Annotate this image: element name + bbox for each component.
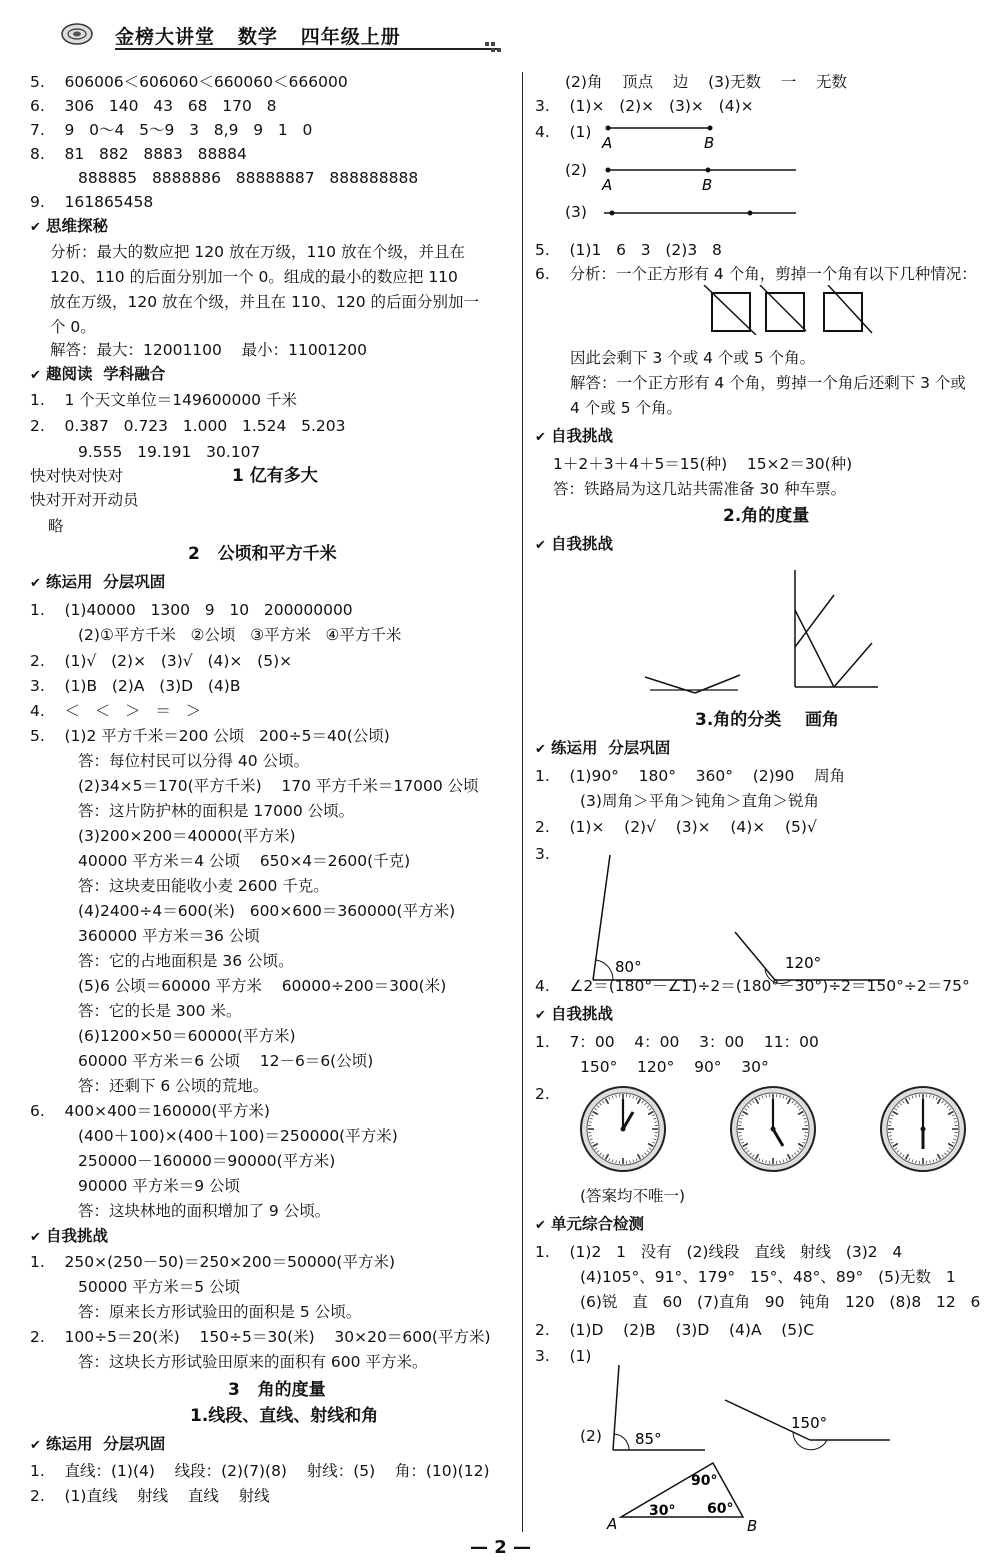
line-text: 5. 606006＜606060＜660060＜666000 [30, 73, 348, 91]
line-text: 3. [535, 845, 550, 863]
clock-face [731, 1087, 815, 1171]
angle-challenge-figure [640, 565, 880, 695]
line-text: 40000 平方米＝4 公顷 650×4＝2600(千克) [78, 852, 411, 870]
answer-line [78, 951, 294, 971]
answer-line [30, 1486, 270, 1506]
header-decor [485, 42, 489, 46]
angle-arc [596, 960, 613, 980]
line-text: (2)角 顶点 边 (3)无数 一 无数 [565, 73, 847, 91]
line-text: 解答：最大：12001100 最小：11001200 [50, 341, 367, 359]
section-heading [535, 738, 670, 760]
line-text: 练运用 分层巩固 [46, 573, 166, 591]
line-text: 自我挑战 [551, 1005, 614, 1023]
section-heading [30, 364, 165, 386]
section-heading [535, 534, 613, 556]
line-text: 2 公顷和平方千米 [188, 544, 337, 564]
header-decor [491, 42, 495, 46]
answer-line [78, 1277, 240, 1297]
section-heading [30, 216, 108, 238]
angle-side [735, 932, 775, 980]
check-pencil-icon: ✔ [535, 1218, 546, 1233]
cut-squares-figure [700, 285, 880, 335]
label-b: B [702, 176, 713, 194]
line-text: 答：每位村民可以分得 40 公顷。 [78, 752, 310, 770]
line-text: 5. (1)2 平方千米＝200 公顷 200÷5＝40(公顷) [30, 727, 390, 745]
answer-line [535, 96, 754, 116]
answer-line [78, 1302, 361, 1322]
answer-line [30, 1327, 491, 1347]
column-divider [522, 72, 523, 1532]
answer-line [50, 340, 367, 360]
answer-line [565, 202, 587, 222]
answer-line [30, 1252, 395, 1272]
line-figure [600, 205, 800, 221]
line-text: 略 [48, 517, 64, 535]
line-text: 1.线段、直线、射线和角 [190, 1406, 379, 1426]
answer-line [78, 1051, 373, 1071]
line-text: (5)6 公顷＝60000 平方米 60000÷200＝300(米) [78, 977, 447, 995]
label-b: B [704, 134, 715, 152]
line-text: 2. (1)× (2)√ (3)× (4)× (5)√ [535, 818, 817, 836]
line-text: 思维探秘 [46, 217, 109, 235]
line-text: 5. (1)1 6 3 (2)3 8 [535, 241, 722, 259]
section-title [228, 1380, 326, 1400]
point-b [708, 126, 713, 131]
line-text: 6. 分析：一个正方形有 4 个角，剪掉一个角有以下几种情况： [535, 265, 977, 283]
section-title [695, 710, 839, 730]
answer-line [580, 1057, 769, 1077]
section-heading [535, 1004, 613, 1026]
section-title [190, 1406, 378, 1426]
ray-ab-figure [600, 160, 800, 196]
line-text: (答案均不唯一) [580, 1187, 686, 1205]
line-text: 1 亿有多大 [232, 466, 318, 486]
line-text: 6. 306 140 43 68 170 8 [30, 97, 277, 115]
square [824, 293, 862, 331]
line-text: 250000－160000＝90000(平方米) [78, 1152, 336, 1170]
section-heading [535, 426, 613, 448]
answer-line [580, 1186, 685, 1206]
line-text: 答：它的占地面积是 36 公顷。 [78, 952, 294, 970]
line-text: 2. (1)直线 射线 直线 射线 [30, 1487, 270, 1505]
check-pencil-icon: ✔ [535, 430, 546, 445]
section-title [232, 466, 318, 486]
answer-line [580, 1426, 602, 1446]
answer-line [30, 192, 153, 212]
line-text: 2. [535, 1085, 550, 1103]
answer-line [78, 1201, 330, 1221]
answer-line [30, 1101, 270, 1121]
clock-face [581, 1087, 665, 1171]
line-text: 答：这片防护林的面积是 17000 公顷。 [78, 802, 355, 820]
answer-line [535, 844, 550, 864]
line-text: 3. (1)× (2)× (3)× (4)× [535, 97, 754, 115]
line-text: 自我挑战 [46, 1227, 109, 1245]
section-heading [535, 1214, 644, 1236]
answer-line [30, 490, 139, 510]
answer-line [78, 625, 401, 645]
answer-line [48, 516, 64, 536]
line-text: 360000 平方米＝36 公顷 [78, 927, 260, 945]
answer-line [30, 651, 292, 671]
angle-80-label: 80° [615, 958, 642, 976]
answer-line [565, 72, 847, 92]
check-pencil-icon: ✔ [535, 1008, 546, 1023]
answer-line [78, 876, 329, 896]
check-pencil-icon: ✔ [30, 1438, 41, 1453]
line-text: 1. (1)40000 1300 9 10 200000000 [30, 601, 353, 619]
line-text: 答：原来长方形试验田的面积是 5 公顷。 [78, 1303, 362, 1321]
line-text: 答：还剩下 6 公顷的荒地。 [78, 1077, 269, 1095]
line-text: 分析：最大的数应把 120 放在万级，110 放在个级，并且在 [50, 243, 465, 261]
line-text: (2)34×5＝170(平方千米) 170 平方千米＝17000 公顷 [78, 777, 479, 795]
vertex-a: A [607, 1515, 618, 1533]
answer-line [78, 851, 410, 871]
line-text: 4. ＜ ＜ ＞ ＝ ＞ [30, 702, 202, 720]
angle-90-label: 90° [691, 1473, 718, 1489]
line-text: 放在万级，120 放在个级，并且在 110、120 的后面分别加一 [50, 293, 480, 311]
line-text: 2. (1)√ (2)× (3)√ (4)× (5)× [30, 652, 293, 670]
answer-line [78, 926, 260, 946]
check-pencil-icon: ✔ [535, 538, 546, 553]
line-text: (2) [565, 161, 587, 179]
answer-line [50, 267, 458, 287]
answer-line [535, 1346, 591, 1366]
line-text: 1. (1)2 1 没有 (2)线段 直线 射线 (3)2 4 [535, 1243, 903, 1261]
line-text: 单元综合检测 [551, 1215, 645, 1233]
answer-line [30, 726, 390, 746]
line-text: 快对快对快对 [30, 467, 124, 485]
check-pencil-icon: ✔ [30, 1230, 41, 1245]
line-text: (6)1200×50＝60000(平方米) [78, 1027, 296, 1045]
triangle-figure [605, 1455, 765, 1535]
line-text: 答：这块长方形试验田原来的面积有 600 平方米。 [78, 1353, 428, 1371]
answer-line [78, 826, 296, 846]
answer-line [50, 317, 96, 337]
answer-line [535, 1242, 902, 1262]
answer-line [553, 479, 846, 499]
angle-120-label: 120° [785, 954, 822, 972]
answer-line [30, 144, 247, 164]
section-heading [30, 1434, 165, 1456]
label-a: A [602, 134, 613, 152]
answer-line [30, 1461, 490, 1481]
line-text: 1. 250×(250－50)＝250×200＝50000(平方米) [30, 1253, 396, 1271]
line-text: 120、110 的后面分别加一个 0。组成的最小的数应把 110 [50, 268, 458, 286]
header-decor [491, 48, 495, 52]
square [766, 293, 804, 331]
angle-60-label: 60° [707, 1501, 734, 1517]
page-header [60, 18, 500, 52]
globe-logo-icon [60, 22, 94, 46]
ray [834, 643, 872, 687]
answer-line [580, 791, 819, 811]
answer-line [78, 776, 479, 796]
answer-line [570, 398, 682, 418]
answer-line [30, 416, 346, 436]
line-text: 答：铁路局为这几站共需准备 30 种车票。 [553, 480, 847, 498]
line-text: 50000 平方米＝5 公顷 [78, 1278, 241, 1296]
answer-line [30, 701, 201, 721]
line-text: 2. 100÷5＝20(米) 150÷5＝30(米) 30×20＝600(平方米) [30, 1328, 491, 1346]
answer-line [535, 766, 845, 786]
section-heading [30, 572, 165, 594]
answer-line [78, 801, 354, 821]
answer-line [30, 390, 297, 410]
answer-line [78, 1352, 427, 1372]
answer-line [30, 600, 353, 620]
line-text: 3.角的分类 画角 [695, 710, 839, 730]
line-text: 2.角的度量 [723, 506, 810, 526]
line-text: 自我挑战 [551, 535, 614, 553]
answer-line [78, 1151, 335, 1171]
line-text: (3)200×200＝40000(平方米) [78, 827, 296, 845]
answer-line [535, 1032, 819, 1052]
line-text: 练运用 分层巩固 [551, 739, 671, 757]
answer-line [535, 240, 722, 260]
answer-line [565, 160, 587, 180]
line-text: 个 0。 [50, 318, 96, 336]
answer-line [78, 751, 309, 771]
answer-line [78, 1076, 268, 1096]
line-text: (6)锐 直 60 (7)直角 90 钝角 120 (8)8 12 6 [580, 1293, 981, 1311]
answer-line [78, 442, 260, 462]
label-a: A [602, 176, 613, 194]
check-pencil-icon: ✔ [535, 742, 546, 757]
answer-line [570, 348, 815, 368]
angle-side [613, 1365, 619, 1450]
line-text: 3. (1) [535, 1347, 592, 1365]
answer-line [78, 1001, 241, 1021]
line-text: 解答：一个正方形有 4 个角，剪掉一个角后还剩下 3 个或 [570, 374, 966, 392]
section-title [188, 544, 337, 564]
line-text: (4)2400÷4＝600(米) 600×600＝360000(平方米) [78, 902, 456, 920]
check-pencil-icon: ✔ [30, 576, 41, 591]
line-text: 答：这块麦田能收小麦 2600 千克。 [78, 877, 329, 895]
answer-line [30, 466, 123, 486]
point-a [606, 126, 611, 131]
line-text: 答：这块林地的面积增加了 9 公顷。 [78, 1202, 331, 1220]
line-text: 2. 0.387 0.723 1.000 1.524 5.203 [30, 417, 346, 435]
line-text: (2) [580, 1427, 602, 1445]
section-title [723, 506, 809, 526]
test-angles-figure [605, 1360, 895, 1455]
line-text: (4)105°、91°、179° 15°、48°、89° (5)无数 1 [580, 1268, 956, 1286]
answer-line [30, 72, 348, 92]
line-text: 1. 1 个天文单位＝149600000 千米 [30, 391, 297, 409]
line-text: 8. 81 882 8883 88884 [30, 145, 247, 163]
answer-line [553, 454, 852, 474]
point [748, 211, 753, 216]
answer-line [78, 901, 455, 921]
angle-arc [614, 1434, 629, 1450]
line-text: 6. 400×400＝160000(平方米) [30, 1102, 270, 1120]
answer-line [78, 976, 446, 996]
answer-line [535, 817, 817, 837]
header-decor [497, 48, 501, 52]
line-text: 9.555 19.191 30.107 [78, 443, 261, 461]
line-text: 1. 7：00 4：00 3：00 11：00 [535, 1033, 819, 1051]
answer-line [535, 1084, 550, 1104]
line-text: (400＋100)×(400＋100)＝250000(平方米) [78, 1127, 398, 1145]
answer-line [78, 168, 418, 188]
answer-line [580, 1292, 980, 1312]
line-text: 2. (1)D (2)B (3)D (4)A (5)C [535, 1321, 815, 1339]
line-text: 趣阅读 学科融合 [46, 365, 166, 383]
answer-line [30, 676, 240, 696]
header-rule [115, 48, 500, 50]
answer-line [535, 264, 977, 284]
line-text: 1. (1)90° 180° 360° (2)90 周角 [535, 767, 846, 785]
clock-face [881, 1087, 965, 1171]
line-text: 因此会剩下 3 个或 4 个或 5 个角。 [570, 349, 816, 367]
answer-line [50, 242, 465, 262]
segment-ab-figure [600, 120, 720, 156]
line-text: 1＋2＋3＋4＋5＝15(种) 15×2＝30(种) [553, 455, 853, 473]
line-text: (3)周角＞平角＞钝角＞直角＞锐角 [580, 792, 819, 810]
answer-line [570, 373, 966, 393]
drawn-angles-figure [585, 850, 895, 985]
line-text: 90000 平方米＝9 公顷 [78, 1177, 241, 1195]
answer-line [535, 122, 591, 142]
line-text: 4. (1) [535, 123, 592, 141]
line-text: 888885 8888886 88888887 888888888 [78, 169, 419, 187]
line-text: 练运用 分层巩固 [46, 1435, 166, 1453]
answer-line [580, 1267, 956, 1287]
line-text: 1. 直线：(1)(4) 线段：(2)(7)(8) 射线：(5) 角：(10)(12) [30, 1462, 490, 1480]
line-text: 快对开对开动员 [30, 491, 139, 509]
line-text: (2)①平方千米 ②公顷 ③平方米 ④平方千米 [78, 626, 402, 644]
answer-line [78, 1026, 296, 1046]
line-text: 自我挑战 [551, 427, 614, 445]
line-text: (3) [565, 203, 587, 221]
clocks-figure [575, 1085, 995, 1175]
line-text: 答：它的长是 300 米。 [78, 1002, 242, 1020]
line-text: 3 角的度量 [228, 1380, 326, 1400]
point-a [606, 168, 611, 173]
answer-line [78, 1176, 240, 1196]
page-number: — 2 — [470, 1537, 532, 1558]
answer-line [535, 1320, 814, 1340]
check-pencil-icon: ✔ [30, 368, 41, 383]
answer-line [78, 1126, 398, 1146]
header-title: 金榜大讲堂 数学 四年级上册 [115, 26, 401, 48]
line-text: 9. 161865458 [30, 193, 154, 211]
point [610, 211, 615, 216]
line-text: 4 个或 5 个角。 [570, 399, 683, 417]
vertex-b: B [747, 1517, 758, 1535]
line-text: 3. (1)B (2)A (3)D (4)B [30, 677, 241, 695]
answer-line [50, 292, 479, 312]
angle-30-label: 30° [649, 1503, 676, 1519]
line-text: 150° 120° 90° 30° [580, 1058, 769, 1076]
angle-85-label: 85° [635, 1430, 662, 1448]
line-text: 7. 9 0～4 5～9 3 8,9 9 1 0 [30, 121, 313, 139]
check-pencil-icon: ✔ [30, 220, 41, 235]
point-b [706, 168, 711, 173]
line-text: 4. ∠2＝(180°－∠1)÷2＝(180°－30°)÷2＝150°÷2＝75° [535, 977, 970, 995]
section-heading [30, 1226, 108, 1248]
answer-line [30, 96, 276, 116]
answer-line [30, 120, 312, 140]
line-text: 60000 平方米＝6 公顷 12－6＝6(公顷) [78, 1052, 374, 1070]
angle-150-label: 150° [791, 1414, 828, 1432]
